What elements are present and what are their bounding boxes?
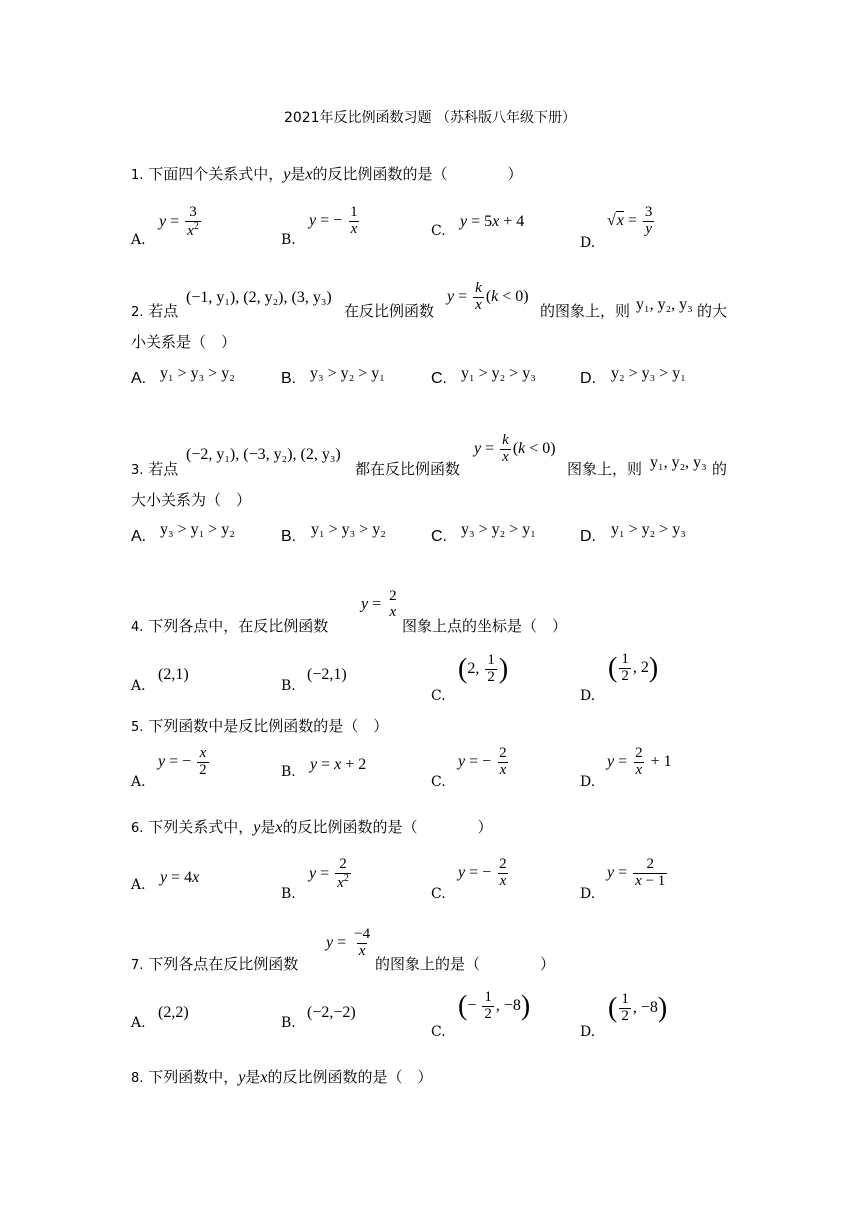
- option-6a-label: A.: [131, 877, 146, 893]
- option-6b-label: B.: [281, 886, 296, 902]
- option-4d-label: D.: [580, 688, 596, 704]
- question-3-number: 3. 若点: [131, 460, 179, 478]
- option-5a-label: A.: [131, 774, 146, 790]
- option-7a-label: A.: [131, 1015, 146, 1031]
- option-2a-label: A.: [131, 370, 147, 387]
- option-3b-expr: y₁ > y₃ > y₂: [311, 521, 386, 538]
- question-2-function: y = $\frac{k}{x}$ (k < 0): [447, 280, 529, 313]
- question-3-text-mid: 都在反比例函数: [355, 460, 461, 478]
- question-7-text: 7. 下列各点在反比例函数: [131, 955, 299, 973]
- option-2b-expr: y₃ > y₂ > y₁: [310, 365, 385, 382]
- question-2-text-end: 的大: [697, 302, 728, 320]
- option-7c-expr: (− $\frac{1}{2}$ , −8): [458, 989, 531, 1022]
- option-7b-expr: (−2,−2): [307, 1004, 356, 1021]
- option-3c-label: C.: [431, 528, 447, 545]
- question-6: 6. 下列关系式中，y是x的反比例函数的是（ ）: [131, 818, 493, 836]
- question-3-points: (−2, y₁), (−3, y₂), (2, y₃): [186, 446, 341, 463]
- option-2d-expr: y₂ > y₃ > y₁: [611, 365, 686, 382]
- option-1b-label: B.: [281, 232, 296, 248]
- page-title: 2021年反比例函数习题 （苏科版八年级下册）: [283, 110, 577, 126]
- option-7d-expr: ( $\frac{1}{2}$ , −8): [608, 991, 668, 1024]
- option-4a-label: A.: [131, 678, 146, 694]
- option-3a-label: A.: [131, 528, 147, 545]
- option-5d-expr: y = $\frac{2}{x}$ + 1: [607, 745, 672, 778]
- option-5a-expr: y = − $\frac{x}{2}$: [158, 745, 207, 778]
- question-2-text-after: 的图象上，则: [540, 302, 631, 320]
- question-4-text: 4. 下列各点中，在反比例函数: [131, 617, 329, 635]
- question-8: 8. 下列函数中，y是x的反比例函数的是（ ）: [131, 1068, 433, 1086]
- option-3d-expr: y₁ > y₂ > y₃: [611, 521, 686, 538]
- option-2c-expr: y₁ > y₂ > y₃: [461, 365, 536, 382]
- option-5c-label: C.: [431, 774, 446, 790]
- option-4c-label: C.: [431, 688, 446, 704]
- question-7-text-after: 的图象上的是（ ）: [375, 955, 556, 973]
- option-1d-expr: √x = $\frac{3}{y}$: [607, 204, 653, 237]
- option-1b-expr: y = − $\frac{1}{x}$: [309, 204, 358, 237]
- option-3a-expr: y₃ > y₁ > y₂: [160, 521, 235, 538]
- option-7c-label: C.: [431, 1024, 446, 1040]
- question-5-text: 5. 下列函数中是反比例函数的是（ ）: [131, 717, 389, 735]
- option-6a-expr: y = 4x: [160, 869, 200, 886]
- option-7d-label: D.: [580, 1024, 596, 1040]
- option-3c-expr: y₃ > y₂ > y₁: [461, 521, 536, 538]
- option-4c-expr: (2, $\frac{1}{2}$ ): [458, 652, 509, 685]
- question-4-function: y = 2 x: [361, 588, 397, 620]
- question-2-points: (−1, y₁), (2, y₂), (3, y₃): [186, 289, 332, 306]
- option-1d-label: D.: [580, 235, 596, 251]
- question-3-function: y = $\frac{k}{x}$ (k < 0): [474, 432, 556, 465]
- option-7b-label: B.: [281, 1015, 296, 1031]
- question-3-text-end: 的: [712, 460, 728, 478]
- option-6b-expr: y = $\frac{2}{x^2}$: [309, 856, 349, 891]
- option-5b-expr: y = x + 2: [310, 756, 367, 773]
- option-6c-expr: y = − $\frac{2}{x}$: [458, 856, 507, 889]
- option-6d-label: D.: [580, 886, 596, 902]
- option-5d-label: D.: [580, 774, 596, 790]
- option-5b-label: B.: [281, 764, 296, 780]
- option-2a-expr: y₁ > y₃ > y₂: [160, 365, 235, 382]
- option-4a-expr: (2,1): [158, 666, 189, 683]
- option-1c-label: C.: [431, 223, 446, 239]
- question-2-line2: 小关系是（ ）: [131, 333, 237, 351]
- option-3b-label: B.: [281, 528, 297, 545]
- question-2-number: 2. 若点: [131, 302, 179, 320]
- option-6c-label: C.: [431, 886, 446, 902]
- option-7a-expr: (2,2): [158, 1004, 189, 1021]
- option-4b-label: B.: [281, 678, 296, 694]
- option-1c-expr: y = 5x + 4: [460, 213, 525, 230]
- question-3-line2: 大小关系为（ ）: [131, 491, 252, 509]
- question-2-text-mid: 在反比例函数: [344, 302, 435, 320]
- option-4b-expr: (−2,1): [307, 666, 347, 683]
- question-4-text-after: 图象上点的坐标是（ ）: [402, 617, 568, 635]
- option-1a-expr: y = $\frac{3}{x^2}$: [159, 204, 199, 239]
- option-2c-label: C.: [431, 370, 447, 387]
- option-3d-label: D.: [580, 528, 596, 545]
- option-6d-expr: y = $\frac{2}{x - 1}$: [607, 856, 666, 889]
- option-5c-expr: y = − $\frac{2}{x}$: [458, 745, 507, 778]
- option-2b-label: B.: [281, 370, 297, 387]
- question-3-text-after: 图象上，则: [567, 460, 643, 478]
- question-7-function: y = $\frac{-4}{x}$: [326, 926, 371, 959]
- question-1: 1. 下面四个关系式中，y是x的反比例函数的是（ ）: [131, 165, 523, 183]
- option-4d-expr: ( $\frac{1}{2}$ , 2): [608, 651, 659, 684]
- question-2-vars: y₁, y₂, y₃: [636, 296, 693, 313]
- option-2d-label: D.: [580, 370, 596, 387]
- question-3-vars: y₁, y₂, y₃: [650, 454, 707, 471]
- option-1a-label: A.: [131, 232, 146, 248]
